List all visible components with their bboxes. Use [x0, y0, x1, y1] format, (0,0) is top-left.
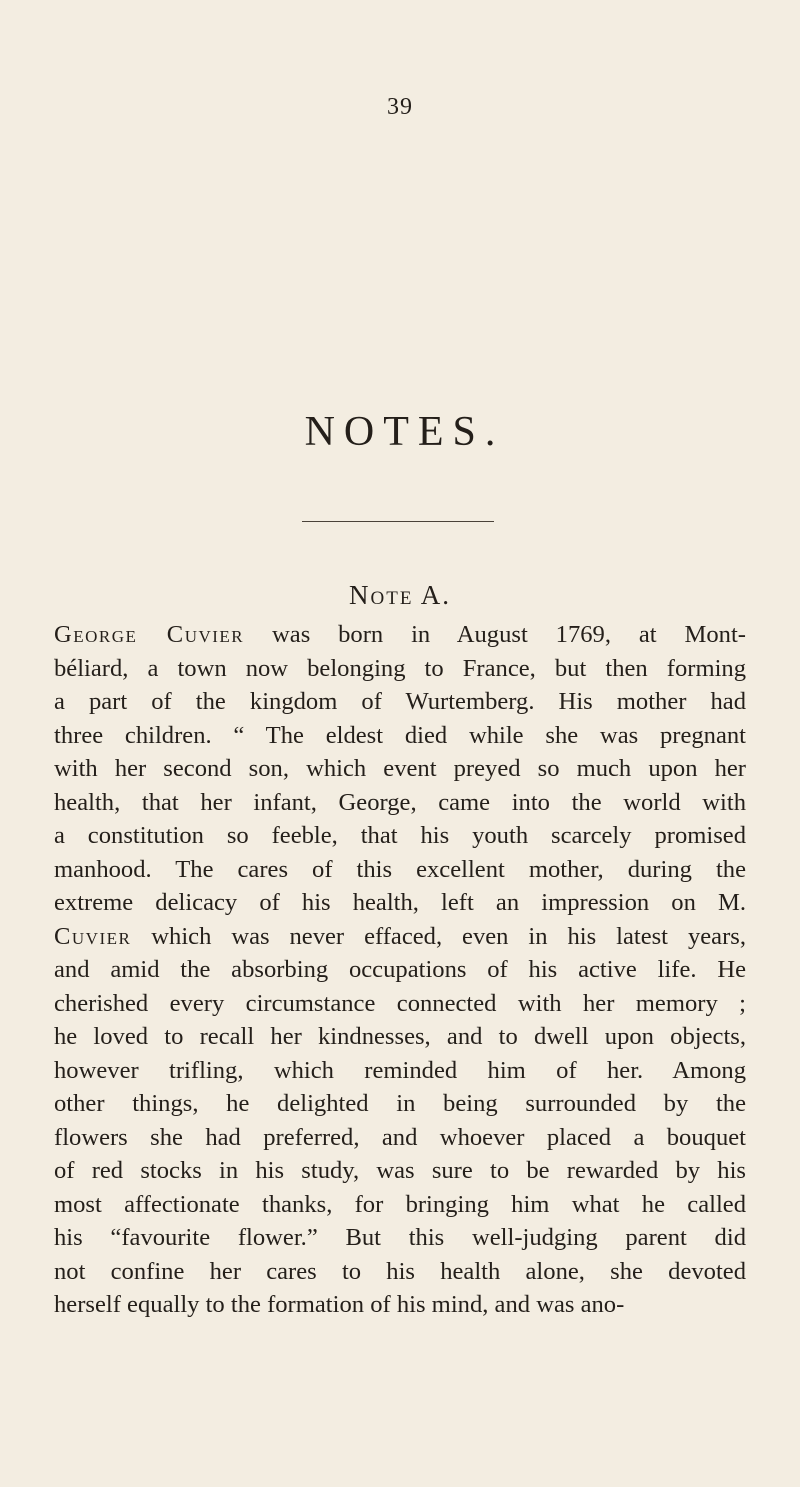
text-line: other things, he delighted in being surrounded by the [54, 1090, 746, 1117]
body-paragraph [54, 618, 746, 1322]
text-line: flowers she had preferred, and whoever placed a bouquet [54, 1123, 746, 1151]
text-line: and amid the absorbing occupations of his active life. He [54, 956, 746, 983]
text-line: three children. “ The eldest died while she was pregnant [54, 721, 746, 749]
text-line: manhood. The cares of this excellent mother, during the [54, 855, 746, 883]
name-cuvier: Cuvier [54, 922, 132, 950]
text-line: with her second son, which event preyed so much upon her [54, 755, 746, 782]
name-george-cuvier: George Cuvier [54, 621, 245, 648]
text-line [54, 920, 746, 954]
text-line-rest: which was never effaced, even in his latest years, [131, 922, 746, 950]
text-line: a part of the kingdom of Wurtemberg. His mother had [54, 688, 746, 715]
text-line-rest: was born in August 1769, at Mont- [244, 621, 746, 648]
divider-rule [302, 521, 494, 522]
text-line: a constitution so feeble, that his youth scarcely promised [54, 822, 746, 849]
text-line [54, 618, 746, 652]
section-heading: Note A. [349, 580, 451, 610]
text-line: his “favourite flower.” But this well-judging parent did [54, 1224, 746, 1251]
page-title: NOTES. [304, 409, 505, 455]
text-line: herself equally to the formation of his mind, and was ano- [54, 1291, 625, 1318]
text-line: cherished every circumstance connected with her memory ; [54, 989, 746, 1017]
text-line: of red stocks in his study, was sure to be rewarded by his [54, 1157, 746, 1184]
text-line: health, that her infant, George, came into the world with [54, 788, 746, 816]
text-line: however trifling, which reminded him of her. Among [54, 1056, 746, 1084]
page-number: 39 [387, 94, 413, 120]
text-line: béliard, a town now belonging to France, but then forming [54, 654, 746, 682]
text-line: he loved to recall her kindnesses, and to dwell upon objects, [54, 1023, 746, 1050]
text-line: extreme delicacy of his health, left an impression on M. [54, 889, 746, 916]
text-line: most affectionate thanks, for bringing him what he called [54, 1190, 746, 1218]
text-line: not confine her cares to his health alone, she devoted [54, 1257, 746, 1285]
